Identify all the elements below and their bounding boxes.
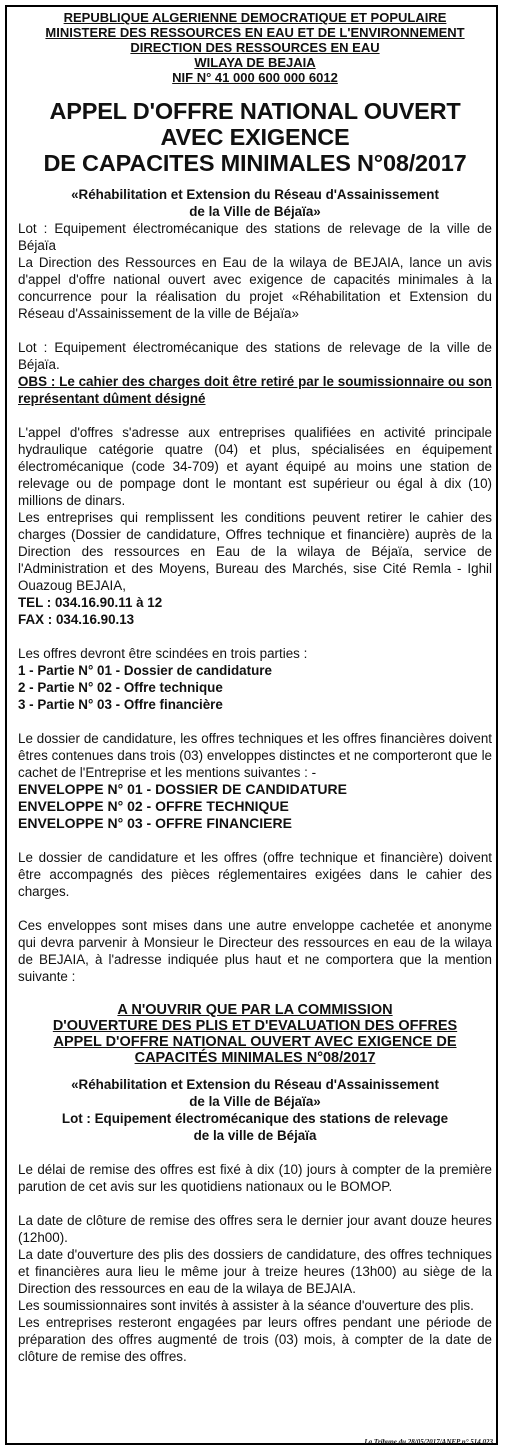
documents-paragraph: Le dossier de candidature et les offres (offre technique et financière) doivent être accompagnés des pièces réglementaires exigées dans le cahier des charges. — [18, 850, 492, 899]
deadline-paragraph: Le délai de remise des offres est fixé à dix (10) jours à compter de la première parution de cet avis sur les quotidiens nationaux ou le BOMOP. — [18, 1162, 492, 1194]
mention-line: A N'OUVRIR QUE PAR LA COMMISSION — [117, 1002, 393, 1018]
header-line: NIF N° 41 000 600 000 6012 — [172, 70, 338, 85]
withdrawal-paragraph: Les entreprises qui remplissent les conditions peuvent retirer le cahier des charges (Dossier de candidature, Offres technique et financière) auprès de la Direction des ressources en Eau de la wilaya de Béjaïa, service de l'Administration et des Moyens, Bureau des Marchés, sise Cité Remla - Ighil Ouazoug BEJAIA, — [18, 510, 492, 593]
envelopes-paragraph: Le dossier de candidature, les offres techniques et les offres financières doivent êtres contenues dans trois (03) enveloppes distinctes et ne comporteront que le cachet de l'Entreprise et les mentions suivantes : - — [18, 731, 492, 780]
parts-intro: Les offres devront être scindées en trois parties : — [18, 646, 308, 661]
project-name-2 — [18, 1076, 492, 1144]
lot-paragraph: Lot : Equipement électromécanique des stations de relevage de la ville de Béjaïa — [18, 221, 492, 253]
list-item: 2 - Partie N° 02 - Offre technique — [18, 680, 223, 695]
list-item: 1 - Partie N° 01 - Dossier de candidature — [18, 663, 272, 678]
obs-note: OBS : Le cahier des charges doit être retiré par le soumissionnaire ou son représentant dûment désigné — [18, 374, 492, 406]
invitation-paragraph: Les soumissionnaires sont invités à assister à la séance d'ouverture des plis. — [18, 1298, 474, 1313]
notice-title — [18, 98, 492, 176]
list-item: ENVELOPPE N° 02 - OFFRE TECHNIQUE — [18, 798, 289, 814]
closing-date-paragraph: La date de clôture de remise des offres sera le dernier jour avant douze heures (12h00). — [18, 1213, 492, 1245]
header-line: REPUBLIQUE ALGERIENNE DEMOCRATIQUE ET POPULAIRE — [63, 10, 447, 25]
title-line: APPEL D'OFFRE NATIONAL OUVERT — [49, 98, 461, 124]
publication-footer: La Tribune du 28/05/2017/ANEP n° 514 023 — [364, 1438, 493, 1446]
project-line: «Réhabilitation et Extension du Réseau d'Assainissement — [71, 1077, 439, 1092]
project-line: de la Ville de Béjaïa» — [189, 1094, 321, 1109]
list-item: 3 - Partie N° 03 - Offre financière — [18, 697, 223, 712]
intro-paragraph: La Direction des Ressources en Eau de la wilaya de BEJAIA, lance un avis d'appel d'offre national ouvert avec exigence de capacités minimales à la concurrence pour la réalisation du projet «Réhabilitation et Extension du Réseau d'Assainissement de la ville de Béjaïa» — [18, 255, 492, 321]
mention-line: APPEL D'OFFRE NATIONAL OUVERT AVEC EXIGENCE DE — [53, 1034, 457, 1050]
header-line: DIRECTION DES RESSOURCES EN EAU — [130, 40, 380, 55]
list-item: ENVELOPPE N° 01 - DOSSIER DE CANDIDATURE — [18, 781, 347, 797]
mention-line: CAPACITÉS MINIMALES N°08/2017 — [134, 1050, 376, 1066]
project-line: «Réhabilitation et Extension du Réseau d'Assainissement — [71, 187, 439, 202]
header-line: MINISTERE DES RESSOURCES EN EAU ET DE L'ENVIRONNEMENT — [45, 25, 465, 40]
list-item: ENVELOPPE N° 03 - OFFRE FINANCIERE — [18, 815, 292, 831]
ministry-header — [18, 10, 492, 85]
header-line: WILAYA DE BEJAIA — [194, 55, 316, 70]
title-line: AVEC EXIGENCE — [160, 124, 350, 150]
outer-envelope-paragraph: Ces enveloppes sont mises dans une autre enveloppe cachetée et anonyme qui devra parvenir à Monsieur le Directeur des ressources en eau de la wilaya de BEJAIA, à l'adresse indiquée plus haut et ne comportera que la mention suivante : — [18, 918, 492, 984]
envelope-mention — [18, 1002, 492, 1066]
fax: FAX : 034.16.90.13 — [18, 612, 135, 627]
project-line: de la Ville de Béjaïa» — [189, 204, 321, 219]
telephone: TEL : 034.16.90.11 à 12 — [18, 595, 163, 610]
project-name — [18, 186, 492, 220]
project-line: Lot : Equipement électromécanique des stations de relevage — [61, 1111, 449, 1126]
project-line: de la ville de Béjaïa — [193, 1128, 317, 1143]
validity-paragraph: Les entreprises resteront engagées par leurs offres pendant une période de préparation des offres augmenté de trois (03) mois, à compter de la date de clôture de remise des offres. — [18, 1315, 492, 1364]
opening-date-paragraph: La date d'ouverture des plis des dossiers de candidature, des offres techniques et financières aura lieu le même jour à treize heures (13h00) au siège de la Direction des ressources en eau de la wilaya de BEJAIA. — [18, 1247, 492, 1296]
eligibility-paragraph: L'appel d'offres s'adresse aux entreprises qualifiées en activité principale hydraulique catégorie quatre (04) et plus, spécialisées en équipement électromécanique (code 34-709) et ayant équipé au moins une station de relevage ou de pompage dont le montant est supérieur ou égal à dix (10) millions de dinars. — [18, 425, 492, 508]
title-line: DE CAPACITES MINIMALES N°08/2017 — [43, 150, 467, 176]
lot-paragraph-2: Lot : Equipement électromécanique des stations de relevage de la ville de Béjaïa. — [18, 340, 492, 372]
tender-notice — [18, 10, 492, 1365]
mention-line: D'OUVERTURE DES PLIS ET D'EVALUATION DES OFFRES — [52, 1018, 458, 1034]
